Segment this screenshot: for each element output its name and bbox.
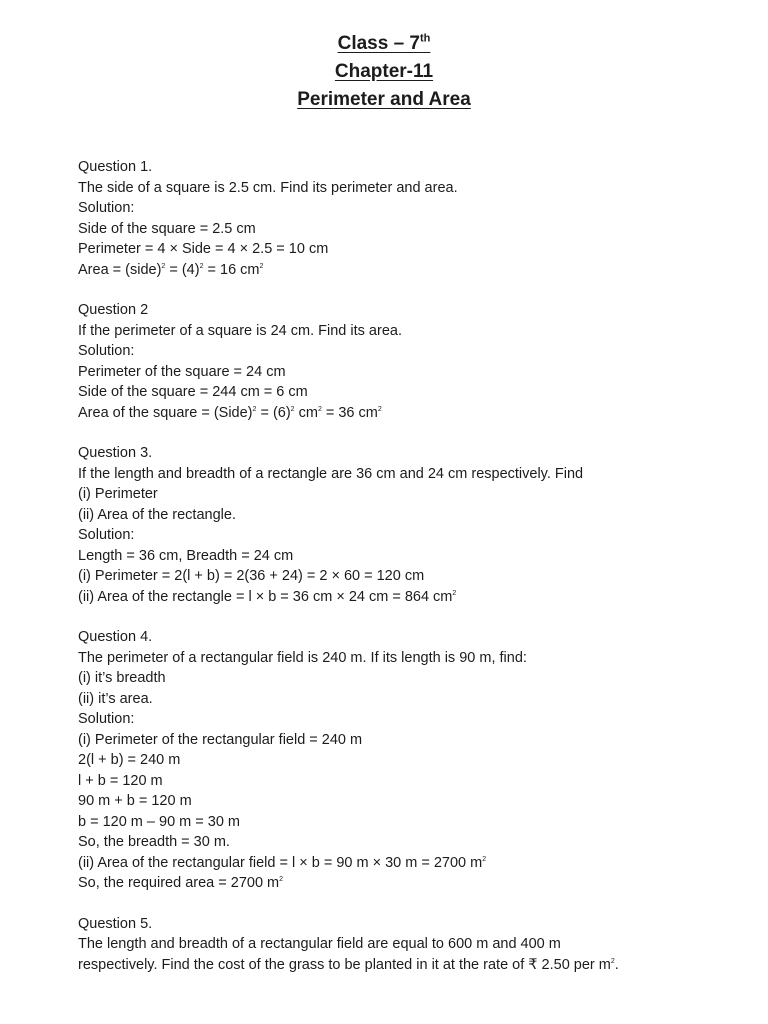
- question-block: [78, 157, 718, 280]
- superscript: 2: [252, 405, 257, 413]
- solution-label: Solution:: [78, 527, 135, 543]
- solution-step: [78, 587, 718, 608]
- solution-step: [78, 260, 718, 281]
- text-segment: = (4): [165, 261, 200, 278]
- solution-step: [78, 546, 718, 567]
- solution-step: [78, 730, 718, 751]
- question-block: [78, 914, 718, 976]
- question-block: [78, 300, 718, 423]
- solution-step: [78, 791, 718, 812]
- superscript: 2: [452, 589, 457, 597]
- solution-label: Solution:: [78, 343, 135, 359]
- text-segment: So, the required area = 2700 m: [78, 875, 280, 891]
- question-title: Question 2: [78, 302, 149, 318]
- page-header: [0, 30, 768, 114]
- solution-step: [78, 382, 718, 403]
- class-superscript: th: [420, 32, 431, 45]
- question-title: Question 3.: [78, 445, 153, 461]
- solution-step: [78, 771, 718, 792]
- text-segment: b = 120 m – 90 m = 30 m: [78, 813, 241, 830]
- solution-step: [78, 403, 718, 424]
- text-segment: cm: [294, 404, 318, 421]
- superscript: 2: [259, 262, 264, 270]
- solution-step: [78, 362, 718, 383]
- text-segment: (i) Perimeter of the rectangular field = 240 m: [78, 731, 363, 748]
- question-block: [78, 443, 718, 607]
- question-title: Question 4.: [78, 629, 153, 645]
- question-text: (ii) Area of the rectangle.: [78, 506, 236, 523]
- solution-step: [78, 853, 718, 874]
- topic-heading: Perimeter and Area: [297, 89, 471, 110]
- solution-step: [78, 239, 718, 260]
- question-text: If the length and breadth of a rectangle are 36 cm and 24 cm respectively. Find: [78, 465, 584, 482]
- superscript: 2: [377, 405, 382, 413]
- text-segment: = 16 cm: [203, 261, 260, 278]
- text-segment: l + b = 120 m: [78, 772, 163, 789]
- solution-step: [78, 873, 718, 894]
- solution-label: Solution:: [78, 711, 135, 727]
- question-text: The perimeter of a rectangular field is 240 m. If its length is 90 m, find:: [78, 649, 527, 666]
- superscript: 2: [199, 262, 204, 270]
- class-heading: [0, 30, 768, 58]
- text-segment: (ii) Area of the rectangle = l × b = 36 cm × 24 cm = 864 cm: [78, 588, 453, 605]
- text-segment: respectively. Find the cost of the grass to be planted in it at the rate of ₹ 2.50 per m: [78, 956, 611, 973]
- text-segment: = (6): [256, 404, 291, 421]
- text-segment: Area of the square = (Side): [78, 404, 253, 421]
- superscript: 2: [290, 405, 295, 413]
- text-segment: (ii) Area of the rectangular field = l × b = 90 m × 30 m = 2700 m: [78, 854, 483, 871]
- solution-step: [78, 750, 718, 771]
- question-text: (i) it’s breadth: [78, 670, 166, 686]
- questions-section: [78, 157, 718, 995]
- superscript: 2: [482, 855, 487, 863]
- question-text: (i) Perimeter: [78, 486, 158, 502]
- question-text: (ii) it’s area.: [78, 690, 153, 707]
- solution-step: [78, 566, 718, 587]
- text-segment: Side of the square = 244 cm = 6 cm: [78, 384, 308, 400]
- text-segment: = 36 cm: [321, 404, 378, 421]
- superscript: 2: [279, 876, 284, 884]
- text-segment: Perimeter = 4 × Side = 4 × 2.5 = 10 cm: [78, 241, 329, 257]
- question-text: The side of a square is 2.5 cm. Find its perimeter and area.: [78, 179, 458, 196]
- superscript: 2: [317, 405, 322, 413]
- question-block: [78, 627, 718, 894]
- question-text: [78, 955, 718, 976]
- text-segment: .: [614, 956, 619, 973]
- question-title: Question 1.: [78, 159, 153, 175]
- question-text: The length and breadth of a rectangular field are equal to 600 m and 400 m: [78, 936, 561, 952]
- solution-step: [78, 812, 718, 833]
- solution-label: Solution:: [78, 200, 135, 216]
- text-segment: Perimeter of the square = 24 cm: [78, 363, 286, 380]
- superscript: 2: [161, 262, 166, 270]
- text-segment: 90 m + b = 120 m: [78, 793, 192, 809]
- class-label: Class – 7: [337, 33, 420, 54]
- text-segment: So, the breadth = 30 m.: [78, 834, 230, 850]
- text-segment: 2(l + b) = 240 m: [78, 752, 181, 768]
- text-segment: Area = (side): [78, 261, 162, 278]
- text-segment: (i) Perimeter = 2(l + b) = 2(36 + 24) = 2 × 60 = 120 cm: [78, 568, 425, 584]
- solution-step: [78, 832, 718, 853]
- question-title: Question 5.: [78, 915, 153, 932]
- text-segment: Length = 36 cm, Breadth = 24 cm: [78, 547, 294, 564]
- superscript: 2: [610, 957, 615, 965]
- solution-step: [78, 219, 718, 240]
- question-text: If the perimeter of a square is 24 cm. Find its area.: [78, 322, 402, 339]
- text-segment: Side of the square = 2.5 cm: [78, 220, 256, 237]
- chapter-heading: Chapter-11: [334, 61, 434, 82]
